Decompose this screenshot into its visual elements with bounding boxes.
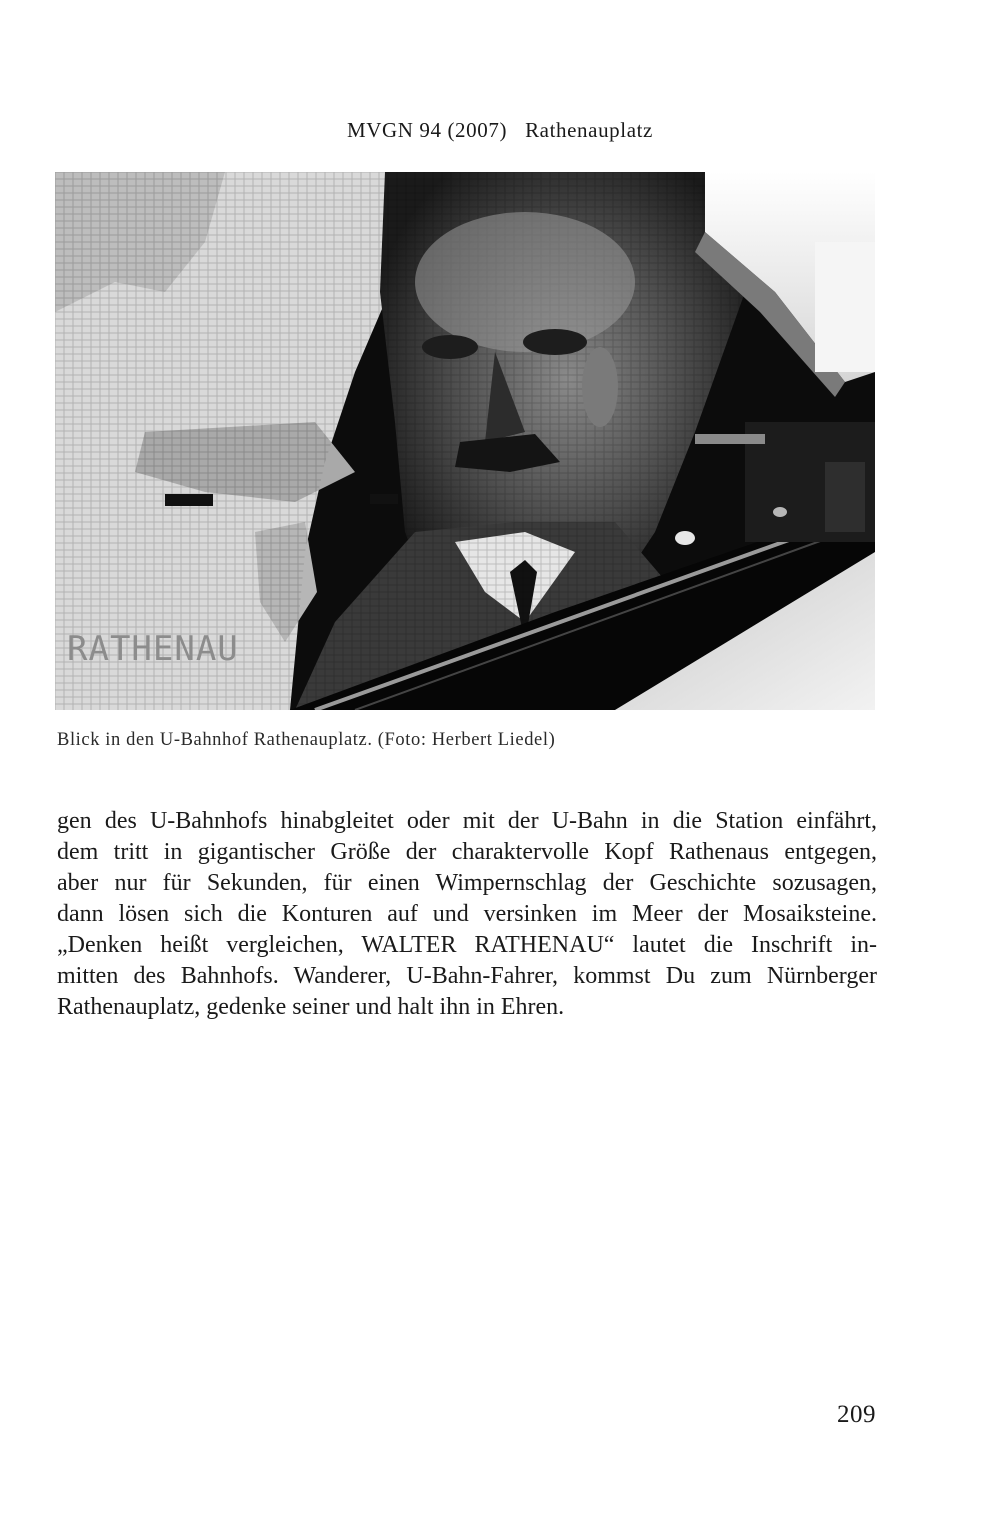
body-paragraph bbox=[57, 806, 877, 1023]
running-head bbox=[0, 118, 1000, 143]
figure-caption: Blick in den U-Bahnhof Rathenauplatz. (Foto: Herbert Liedel) bbox=[57, 730, 556, 750]
mosaic-photo-illustration bbox=[55, 172, 875, 710]
station-sign-text: RATHENAU bbox=[67, 629, 239, 669]
page-number: 209 bbox=[837, 1401, 876, 1428]
body-line: dem tritt in gigantischer Größe der charaktervolle Kopf Rathenaus entgegen, bbox=[57, 839, 877, 865]
body-line: aber nur für Sekunden, für einen Wimpernschlag der Geschichte sozusagen, bbox=[57, 870, 877, 896]
body-line: „Denken heißt vergleichen, WALTER RATHENAU“ lautet die Inschrift in- bbox=[57, 932, 877, 958]
running-head-topic: Rathenauplatz bbox=[525, 118, 653, 142]
body-line: Rathenauplatz, gedenke seiner und halt ihn in Ehren. bbox=[57, 994, 565, 1020]
body-line: gen des U-Bahnhofs hinabgleitet oder mit der U-Bahn in die Station einfährt, bbox=[57, 808, 877, 834]
body-line: mitten des Bahnhofs. Wanderer, U-Bahn-Fahrer, kommst Du zum Nürnberger bbox=[57, 963, 877, 989]
body-line: dann lösen sich die Konturen auf und versinken im Meer der Mosaiksteine. bbox=[57, 901, 877, 927]
running-head-journal: MVGN 94 (2007) bbox=[347, 118, 508, 142]
station-photo bbox=[55, 172, 875, 710]
